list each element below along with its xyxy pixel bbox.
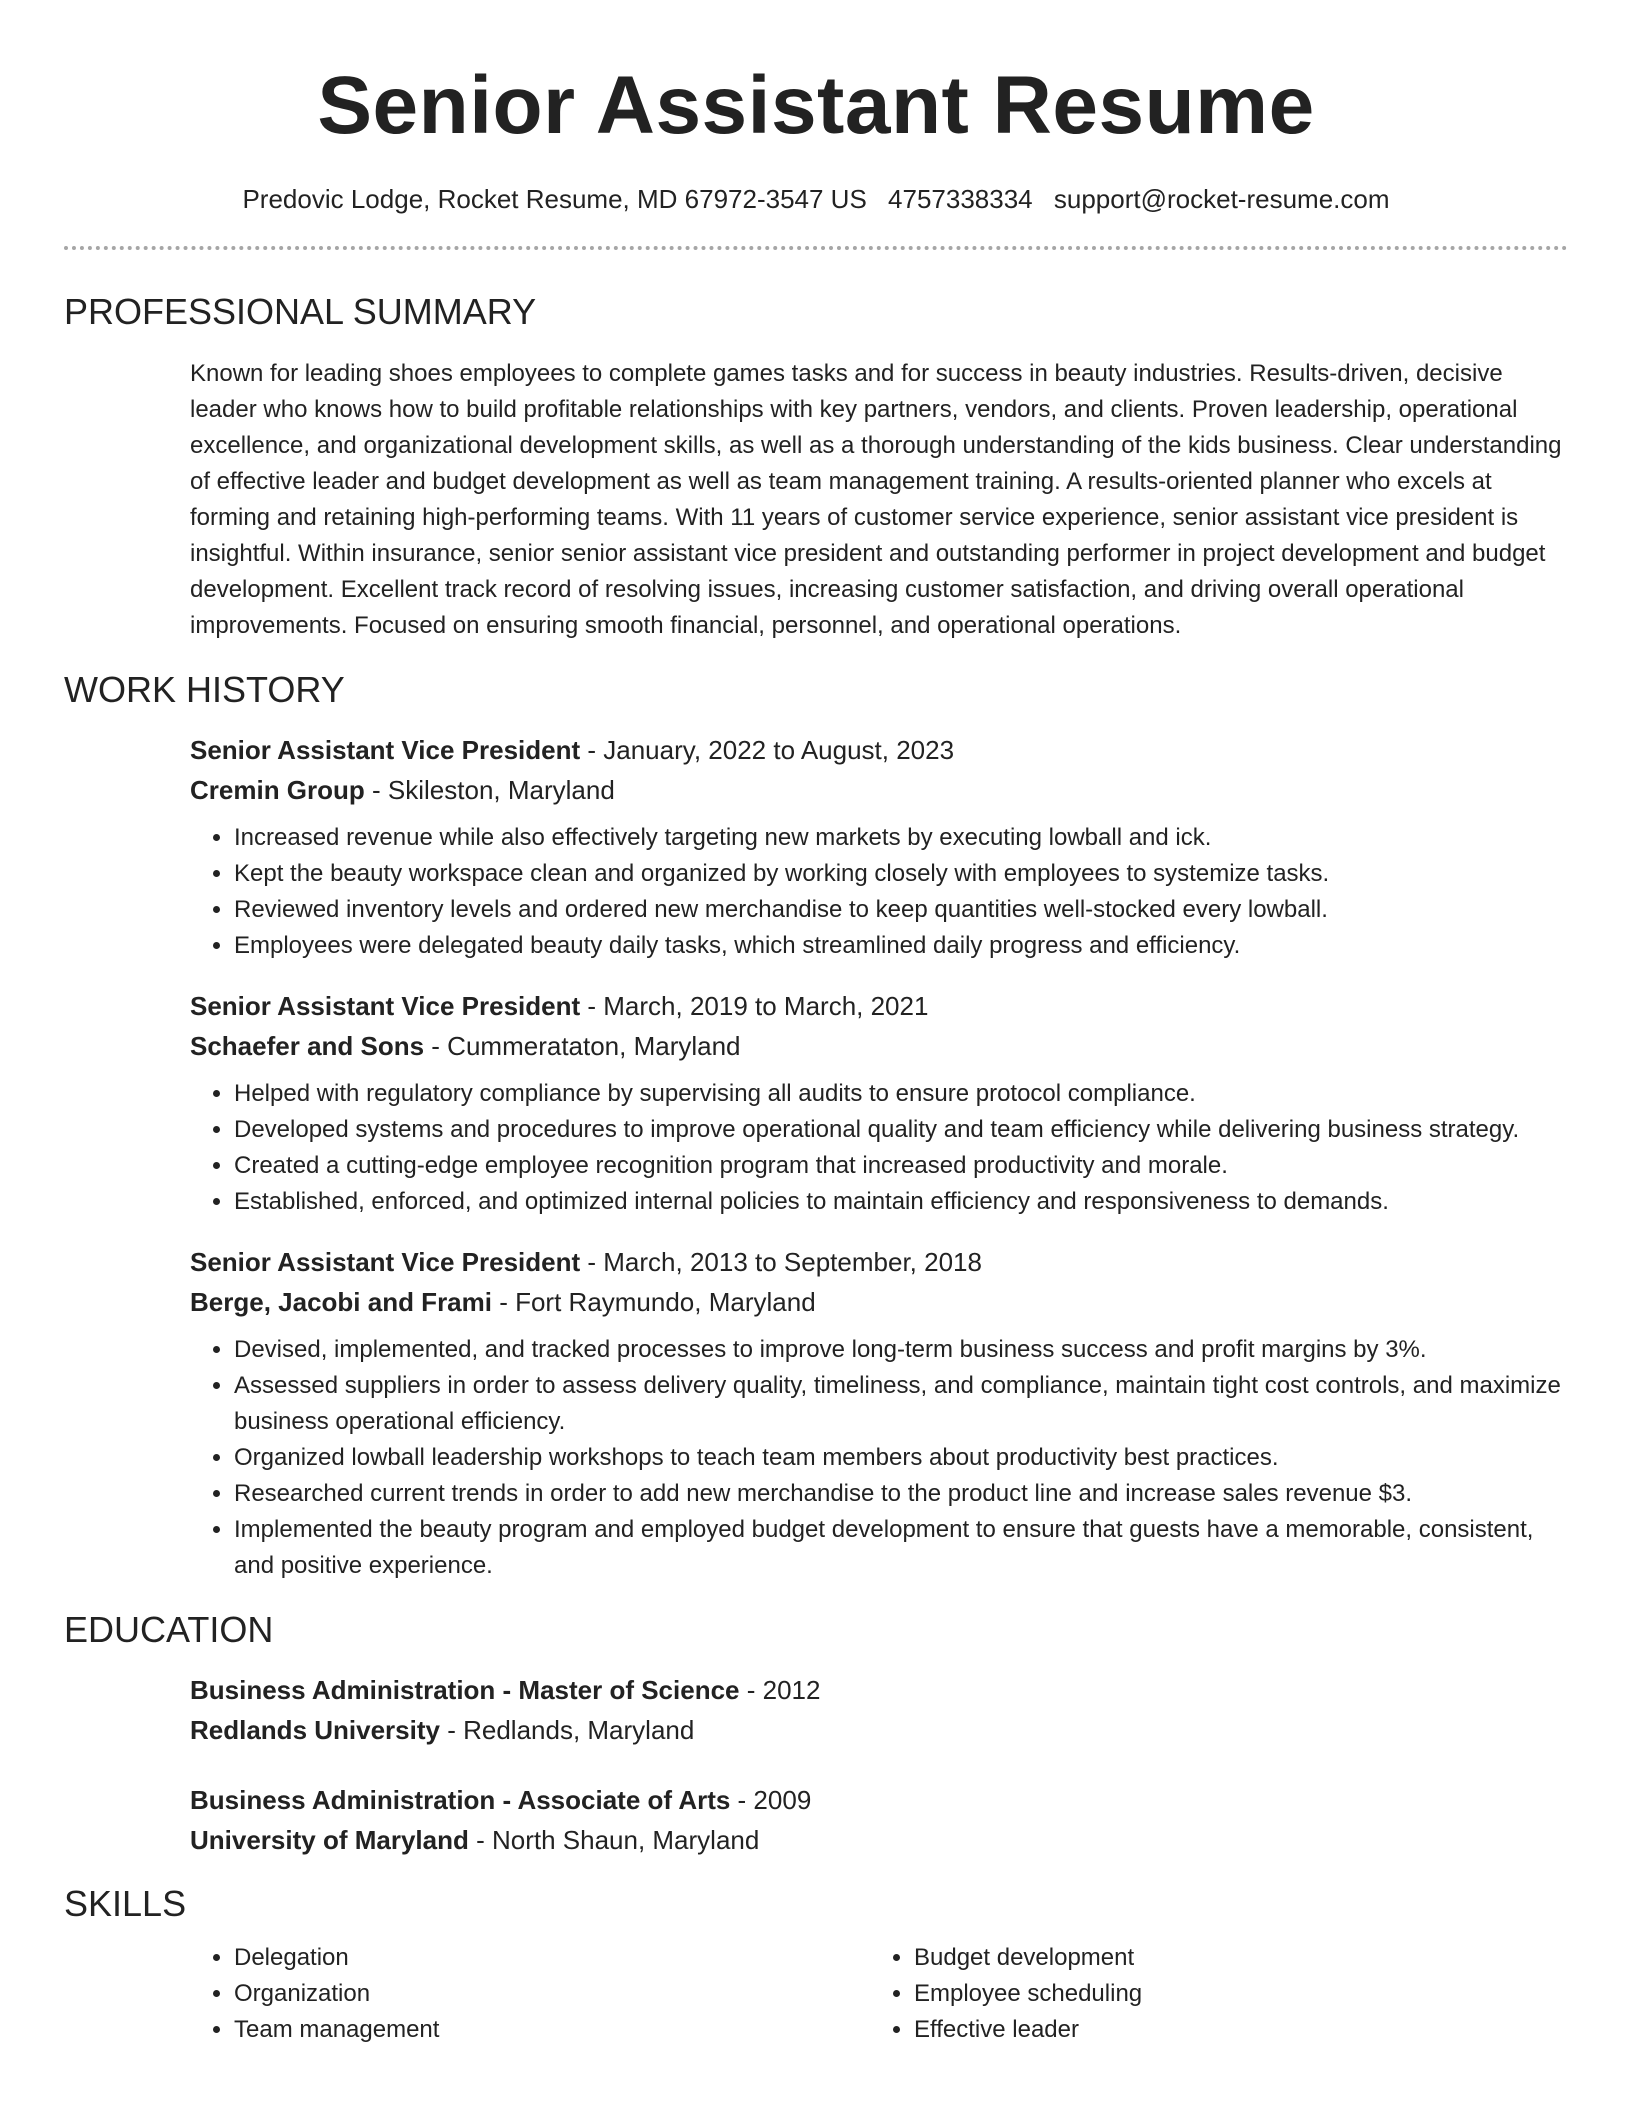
job-bullet: • Increased revenue while also effectively targeting new markets by executing lowball and ick.: [234, 820, 1568, 856]
summary-text: Known for leading shoes employees to complete games tasks and for success in beauty industries. Results-driven, decisive leader who knows how to build profitable relationships with key partners, vendors, and clients. Proven leadership, operational excellence, and organizational development skills, as well as a thorough understanding of the kids business. Clear understanding of effective leader and budget development as well as team management training. A results-oriented planner who excels at forming and retaining high-performing teams. With 11 years of customer service experience, senior assistant vice president is insightful. Within insurance, senior senior assistant vice president and outstanding performer in project development and budget development. Excellent track record of resolving issues, increasing customer satisfaction, and driving overall operational improvements. Focused on ensuring smooth financial, personnel, and operational operations.: [190, 360, 1562, 639]
job-entry: [190, 986, 1568, 1220]
resume-title: Senior Assistant Resume: [317, 60, 1315, 151]
job-dates: - January, 2022 to August, 2023: [580, 735, 955, 765]
job-bullet: • Researched current trends in order to add new merchandise to the product line and increase sales revenue $3.: [234, 1476, 1568, 1512]
job-bullet: • Kept the beauty workspace clean and organized by working closely with employees to systemize tasks.: [234, 856, 1568, 892]
education-entry: [190, 1670, 1568, 1750]
job-title-line: [190, 1242, 1568, 1282]
job-bullet: • Assessed suppliers in order to assess delivery quality, timeliness, and compliance, maintain tight cost controls, and maximize business operational efficiency.: [234, 1368, 1568, 1440]
job-bullet: • Employees were delegated beauty daily tasks, which streamlined daily progress and efficiency.: [234, 928, 1568, 964]
job-bullet: • Organized lowball leadership workshops to teach team members about productivity best practices.: [234, 1440, 1568, 1476]
job-bullets: [190, 1076, 1568, 1220]
job-bullets: [190, 1332, 1568, 1584]
skill-item: • Organization: [234, 1976, 870, 2012]
job-company-line: [190, 1026, 1568, 1066]
job-entry: [190, 1242, 1568, 1584]
resume-page: [64, 0, 1568, 2048]
job-location: - Skileston, Maryland: [364, 775, 615, 805]
job-location: - Cummeratаton, Maryland: [424, 1031, 741, 1061]
job-dates: - March, 2013 to September, 2018: [580, 1247, 982, 1277]
contact-phone: 4757338334: [888, 184, 1033, 214]
header-divider: [64, 246, 1568, 250]
job-company: Schaefer and Sons: [190, 1031, 425, 1061]
education-location: - Redlands, Maryland: [439, 1715, 695, 1745]
job-entry: [190, 730, 1568, 964]
skill-item: • Team management: [234, 2012, 870, 2048]
section-title-education: EDUCATION: [64, 1609, 274, 1650]
job-title-line: [190, 730, 1568, 770]
contact-email: support@rocket-resume.com: [1053, 184, 1390, 214]
job-bullet: • Established, enforced, and optimized internal policies to maintain efficiency and responsiveness to demands.: [234, 1184, 1568, 1220]
education-year: - 2009: [730, 1785, 812, 1815]
education-degree: Business Administration - Master of Science: [190, 1675, 740, 1705]
job-role: Senior Assistant Vice President: [190, 991, 581, 1021]
skills-columns: [190, 1940, 1568, 2048]
skill-item: • Budget development: [914, 1940, 1550, 1976]
section-title-skills: SKILLS: [64, 1883, 187, 1924]
skills-left-column: [190, 1940, 870, 2048]
job-bullets: [190, 820, 1568, 964]
job-company: Berge, Jacobi and Frami: [190, 1287, 492, 1317]
education-school-line: [190, 1710, 1568, 1750]
job-company-line: [190, 1282, 1568, 1322]
job-company-line: [190, 770, 1568, 810]
education-entry: [190, 1780, 1568, 1860]
education-school: University of Maryland: [190, 1825, 469, 1855]
job-role: Senior Assistant Vice President: [190, 735, 581, 765]
job-title-line: [190, 986, 1568, 1026]
skill-item: • Delegation: [234, 1940, 870, 1976]
skill-item: • Employee scheduling: [914, 1976, 1550, 2012]
job-role: Senior Assistant Vice President: [190, 1247, 581, 1277]
education-school-line: [190, 1820, 1568, 1860]
section-title-work-history: WORK HISTORY: [64, 669, 345, 710]
education-year: - 2012: [739, 1675, 821, 1705]
job-bullet: • Created a cutting-edge employee recognition program that increased productivity and morale.: [234, 1148, 1568, 1184]
education-degree-line: [190, 1780, 1568, 1820]
skills-right-column: [870, 1940, 1550, 2048]
job-bullet: • Implemented the beauty program and employed budget development to ensure that guests have a memorable, consistent, and positive experience.: [234, 1512, 1568, 1584]
education-degree-line: [190, 1670, 1568, 1710]
education-location: - North Shaun, Maryland: [468, 1825, 760, 1855]
skill-item: • Effective leader: [914, 2012, 1550, 2048]
job-bullet: • Devised, implemented, and tracked processes to improve long-term business success and profit margins by 3%.: [234, 1332, 1568, 1368]
job-company: Cremin Group: [190, 775, 365, 805]
section-title-summary: PROFESSIONAL SUMMARY: [64, 291, 537, 332]
job-bullet: • Reviewed inventory levels and ordered new merchandise to keep quantities well-stocked every lowball.: [234, 892, 1568, 928]
education-degree: Business Administration - Associate of Arts: [190, 1785, 731, 1815]
contact-address: Predovic Lodge, Rocket Resume, MD 67972-3547 US: [242, 184, 867, 214]
job-location: - Fort Raymundo, Maryland: [491, 1287, 816, 1317]
job-bullet: • Helped with regulatory compliance by supervising all audits to ensure protocol compliance.: [234, 1076, 1568, 1112]
education-school: Redlands University: [190, 1715, 440, 1745]
job-dates: - March, 2019 to March, 2021: [580, 991, 929, 1021]
contact-line: [64, 182, 1568, 216]
job-bullet: • Developed systems and procedures to improve operational quality and team efficiency while delivering business strategy.: [234, 1112, 1568, 1148]
